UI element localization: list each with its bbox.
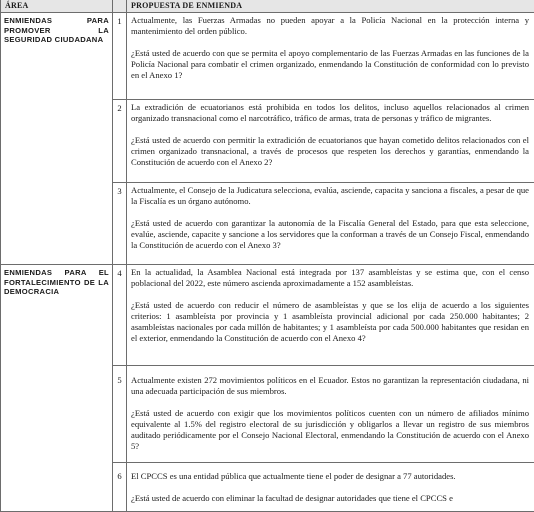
proposal-context: El CPCCS es una entidad pública que actualmente tiene el poder de designar a 77 autoridades. [131, 471, 529, 482]
row-number: 1 [113, 13, 127, 100]
row-number: 6 [113, 463, 127, 512]
proposal-cell [127, 366, 534, 463]
proposal-context: Actualmente, las Fuerzas Armadas no pueden apoyar a la Policía Nacional en la protección interna y mantenimiento del orden público. [131, 15, 529, 37]
proposal-cell [127, 183, 534, 265]
proposal-cell [127, 13, 534, 100]
proposal-question: ¿Está usted de acuerdo con eliminar la facultad de designar autoridades que tiene el CPCCS e [131, 493, 529, 504]
proposal-question: ¿Está usted de acuerdo con exigir que los movimientos políticos cuenten con un número de afiliados mínimo equivalente al 1.5% del registro electoral de su jurisdicción y obligarlos a llevar un registro de sus miembros auditado periódicamente por el Consejo Nacional Electoral, enmendando la Constitución de acuerdo con el Anexo 5? [131, 408, 529, 452]
proposal-question: ¿Está usted de acuerdo con permitir la extradición de ecuatorianos que hayan cometido delitos relacionados con el crimen organizado transnacional, a través de procesos que respeten los derechos y garantías, enmendando la Constitución de acuerdo con el Anexo 2? [131, 135, 529, 168]
proposal-cell [127, 463, 534, 512]
table-row [1, 265, 534, 366]
proposal-context: La extradición de ecuatorianos está prohibida en todos los delitos, incluso aquellos relacionados al crimen organizado transnacional como el narcotráfico, tráfico de armas, trata de personas y tráfico de migrantes. [131, 102, 529, 124]
proposal-context: En la actualidad, la Asamblea Nacional está integrada por 137 asambleístas y se estima que, con el censo poblacional del 2022, este número ascienda aproximadamente a 152 asambleístas. [131, 267, 529, 289]
proposal-cell [127, 265, 534, 366]
row-number: 4 [113, 265, 127, 366]
proposal-context: Actualmente, el Consejo de la Judicatura selecciona, evalúa, asciende, capacita y sanciona a fiscales, a pesar de que la Fiscalía es un órgano autónomo. [131, 185, 529, 207]
row-number: 5 [113, 366, 127, 463]
proposal-context: Actualmente existen 272 movimientos políticos en el Ecuador. Estos no garantizan la representación ciudadana, ni una adecuada participación de sus miembros. [131, 375, 529, 397]
area-democracy: ENMIENDAS PARA EL FORTALECIMIENTO DE LA DEMOCRACIA [1, 265, 113, 512]
row-number: 3 [113, 183, 127, 265]
area-column-header: ÁREA [1, 0, 113, 13]
table-row [1, 13, 534, 100]
area-security: ENMIENDAS PARA PROMOVER LA SEGURIDAD CIUDADANA [1, 13, 113, 265]
proposal-column-header: PROPUESTA DE ENMIENDA [127, 0, 534, 13]
proposal-question: ¿Está usted de acuerdo con que se permita el apoyo complementario de las Fuerzas Armadas en las funciones de la Policía Nacional para combatir el crimen organizado, enmendando la Constitución de conformidad con lo previsto en el Anexo 1? [131, 48, 529, 81]
number-column-header [113, 0, 127, 13]
proposal-question: ¿Está usted de acuerdo con reducir el número de asambleístas y que se los elija de acuerdo a los siguientes criterios: 1 asambleísta por provincia y 1 asambleísta provincial adicional por cada 250.000 habitantes; 2 asambleístas nacionales por cada millón de habitantes; y 1 asambleísta por cada 500.000 habitantes que residan en el exterior, enmendando la Constitución de acuerdo con el Anexo 4? [131, 300, 529, 344]
row-number: 2 [113, 100, 127, 183]
proposal-cell [127, 100, 534, 183]
table-header-row [1, 0, 534, 13]
proposal-question: ¿Está usted de acuerdo con garantizar la autonomía de la Fiscalía General del Estado, para que esta seleccione, evalúe, asciende, capacite y sancione a los servidores que la conforman a través de un Consejo Fiscal, enmendando la Constitución de acuerdo con el Anexo 3? [131, 218, 529, 251]
